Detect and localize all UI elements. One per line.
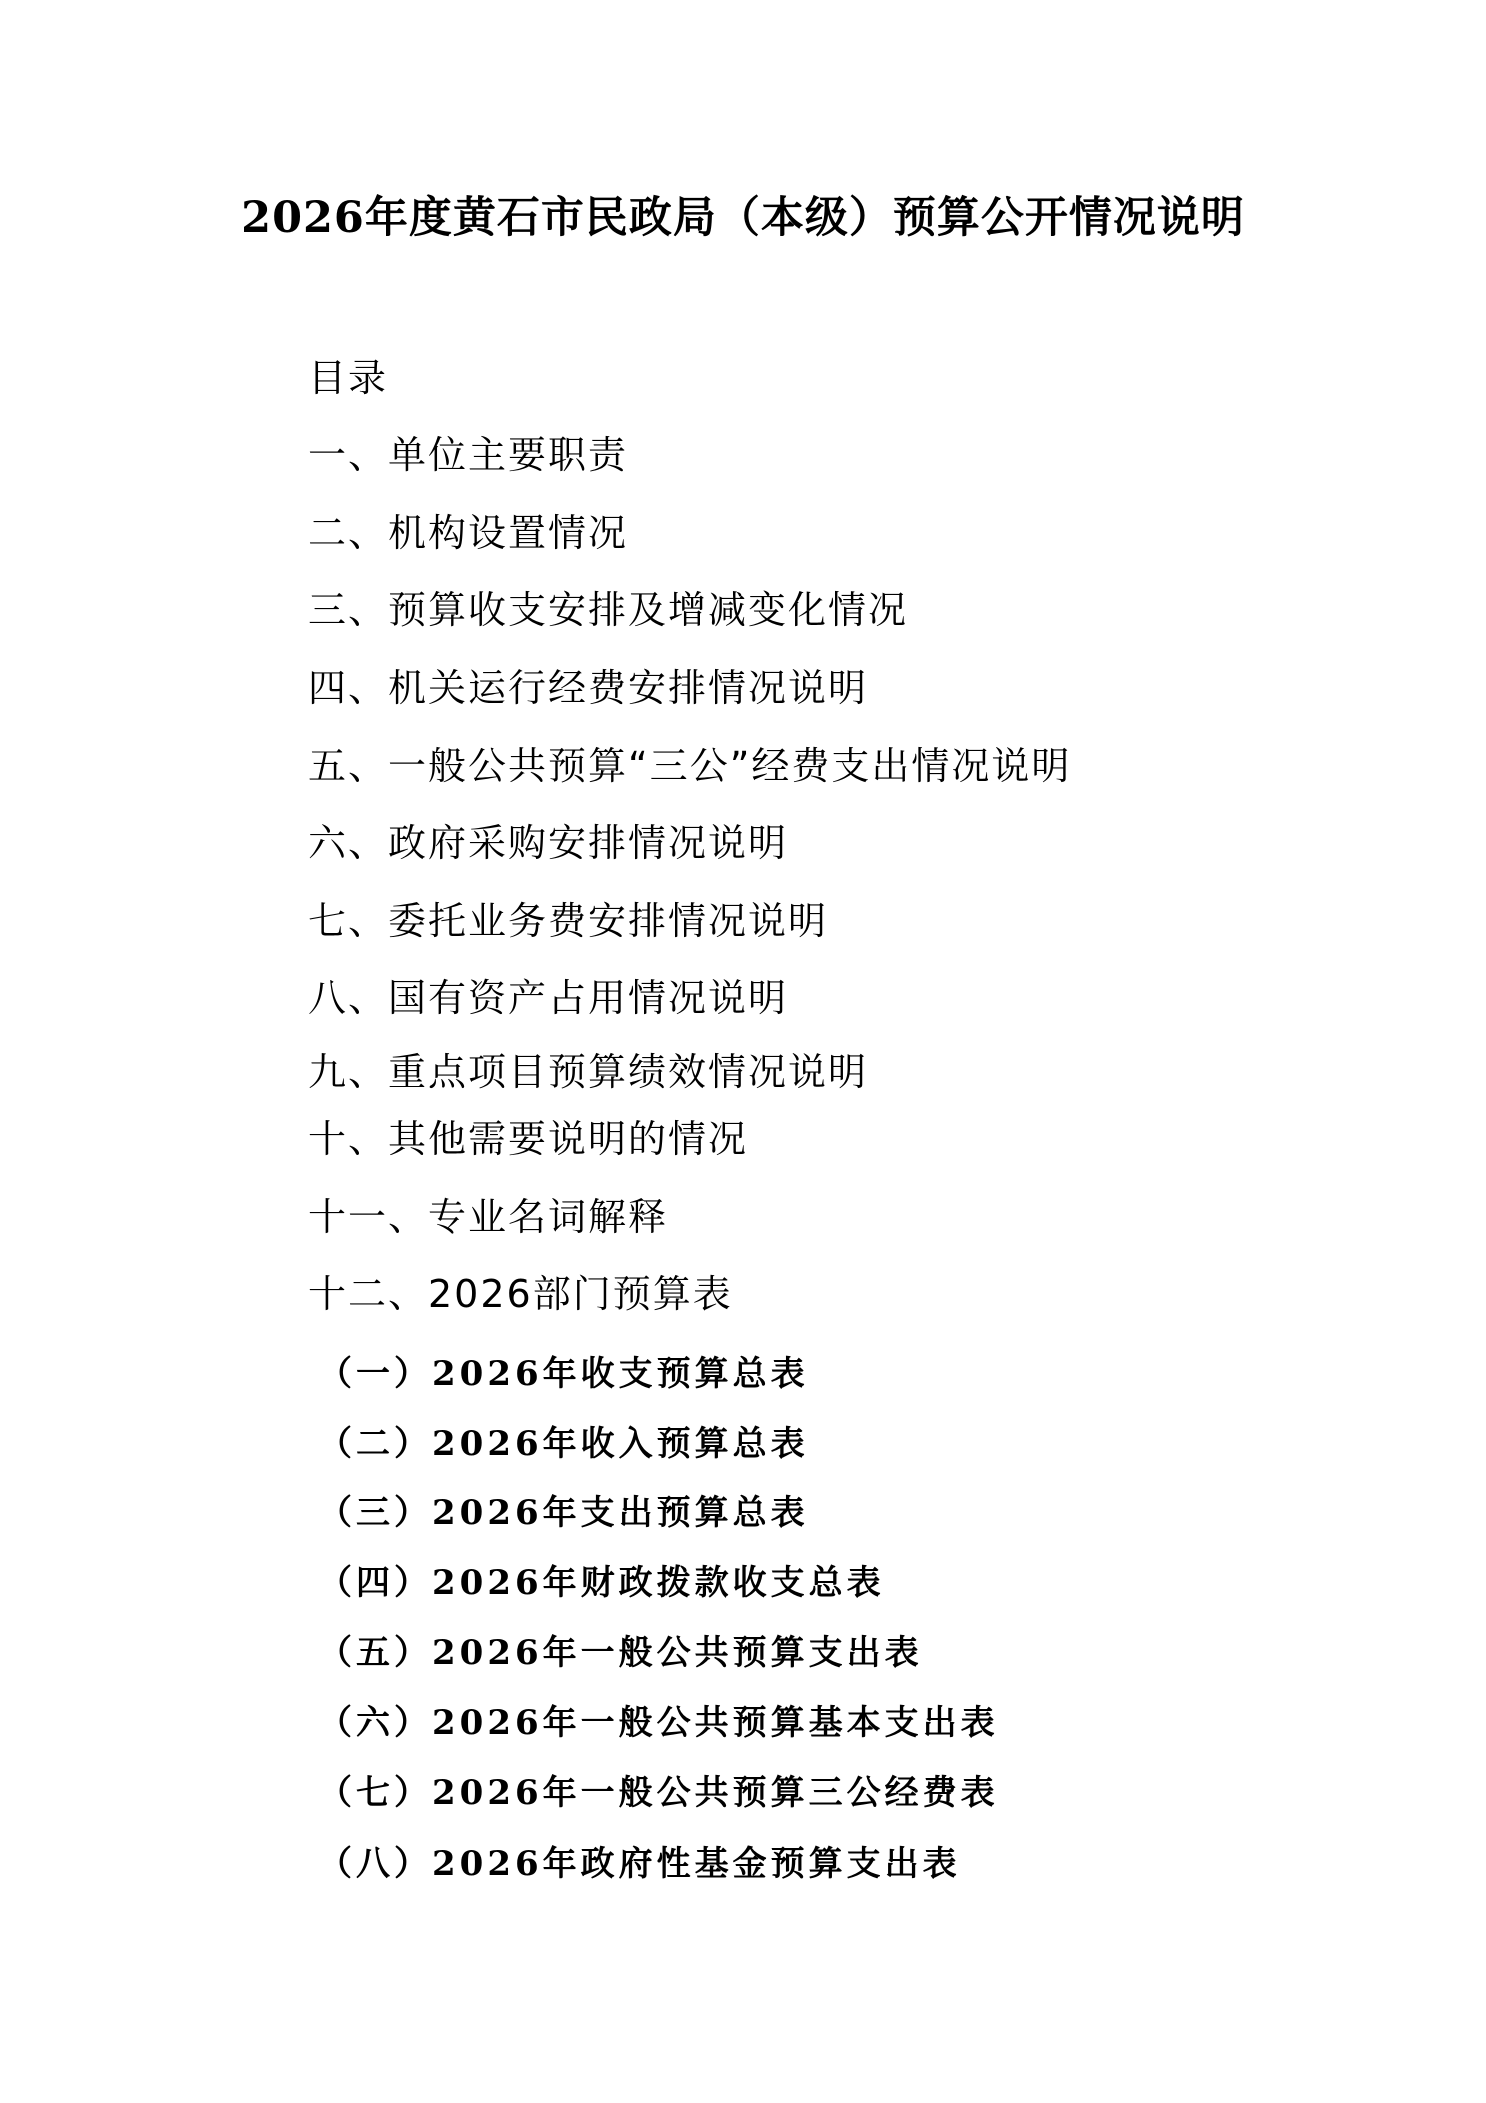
toc-item: 十二、2026部门预算表: [308, 1272, 733, 1316]
toc-item: 四、机关运行经费安排情况说明: [308, 666, 869, 710]
toc-item: 六、政府采购安排情况说明: [308, 821, 789, 865]
toc-subitem: （六）2026年一般公共预算基本支出表: [318, 1703, 999, 1743]
toc-subitem: （七）2026年一般公共预算三公经费表: [318, 1773, 999, 1813]
toc-item: 九、重点项目预算绩效情况说明: [308, 1050, 869, 1094]
toc-heading: 目录: [308, 356, 389, 400]
toc-item: 七、委托业务费安排情况说明: [308, 899, 829, 943]
toc-item: 十、其他需要说明的情况: [308, 1117, 749, 1161]
toc-item: 一、单位主要职责: [308, 433, 629, 477]
toc-subitem: （二）2026年收入预算总表: [318, 1424, 809, 1464]
toc-subitem: （一）2026年收支预算总表: [318, 1354, 809, 1394]
toc-item: 十一、专业名词解释: [308, 1195, 669, 1239]
toc-item: 五、一般公共预算“三公”经费支出情况说明: [308, 744, 1072, 788]
toc-subitem: （五）2026年一般公共预算支出表: [318, 1633, 923, 1673]
toc-item: 三、预算收支安排及增减变化情况: [308, 588, 909, 632]
toc-subitem: （八）2026年政府性基金预算支出表: [318, 1844, 961, 1884]
toc-item: 八、国有资产占用情况说明: [308, 976, 789, 1020]
document-title: 2026年度黄石市民政局（本级）预算公开情况说明: [241, 193, 1245, 243]
toc-subitem: （四）2026年财政拨款收支总表: [318, 1563, 885, 1603]
toc-subitem: （三）2026年支出预算总表: [318, 1493, 809, 1533]
toc-item: 二、机构设置情况: [308, 511, 629, 555]
